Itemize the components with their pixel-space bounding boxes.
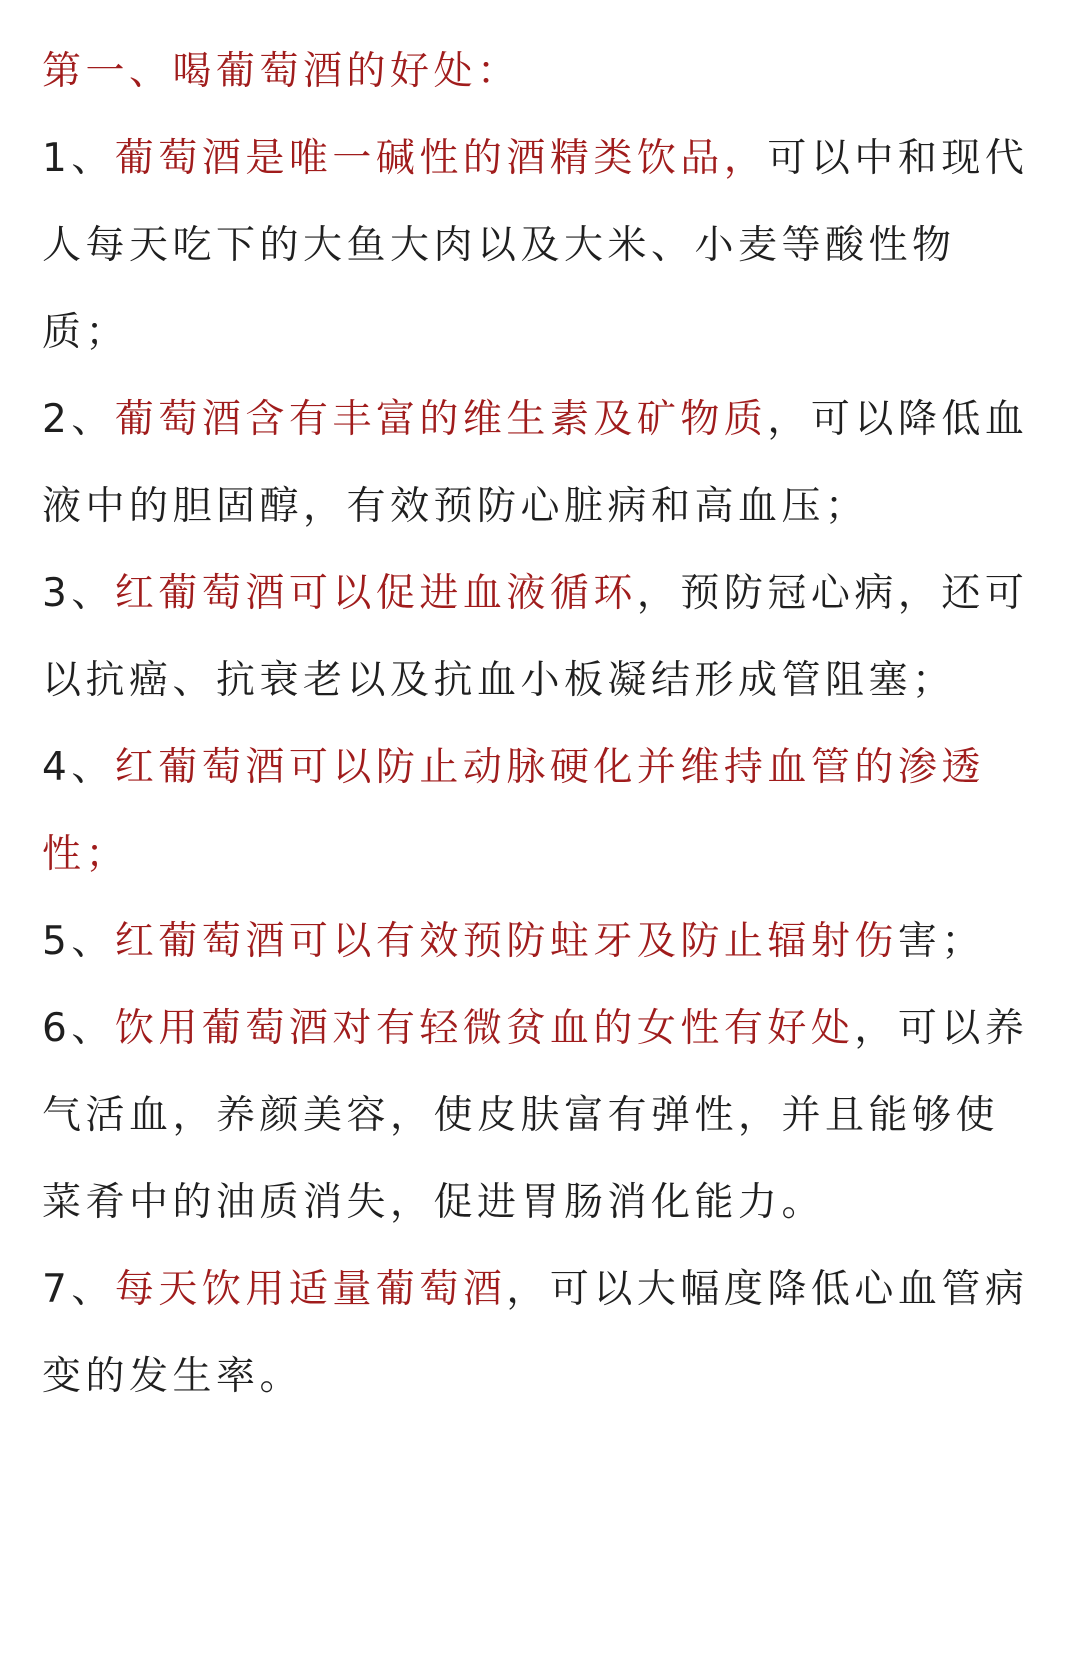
list-item-4: [42, 724, 1032, 898]
list-item-5: [42, 898, 1032, 985]
item-highlight: 每天饮用适量葡萄酒: [114, 1267, 507, 1312]
item-highlight: 葡萄酒是唯一碱性的酒精类饮品，: [114, 136, 768, 181]
item-number: 7、: [42, 1267, 115, 1312]
item-number: 3、: [42, 571, 115, 616]
item-number: 4、: [42, 745, 115, 790]
item-highlight: 红葡萄酒可以有效预防蛀牙及防止辐射伤: [114, 919, 898, 964]
item-text: ，可以大幅度降低心血管病变的发生率。: [42, 1267, 1029, 1399]
list-item-6: [42, 985, 1032, 1246]
list-item-3: [42, 550, 1032, 724]
item-number: 2、: [42, 397, 115, 442]
list-item-1: [42, 115, 1032, 376]
item-text: ，预防冠心病，还可以抗癌、抗衰老以及抗血小板凝结形成管阻塞；: [42, 571, 1029, 703]
item-number: 6、: [42, 1006, 115, 1051]
list-item-2: [42, 376, 1032, 550]
list-item-7: [42, 1246, 1032, 1420]
item-highlight: 红葡萄酒可以防止动脉硬化并维持血管的渗透性；: [42, 745, 985, 877]
item-text: ，可以降低血液中的胆固醇，有效预防心脏病和高血压；: [42, 397, 1029, 529]
item-highlight: 饮用葡萄酒对有轻微贫血的女性有好处: [114, 1006, 855, 1051]
item-highlight: 葡萄酒含有丰富的维生素及矿物质: [114, 397, 768, 442]
article-body: [42, 28, 1032, 1420]
item-text: 害；: [897, 919, 985, 964]
item-number: 5、: [42, 919, 115, 964]
item-text: ，可以养气活血，养颜美容，使皮肤富有弹性，并且能够使菜肴中的油质消失，促进胃肠消化能力。: [42, 1006, 1029, 1225]
item-text: 可以中和现代人每天吃下的大鱼大肉以及大米、小麦等酸性物质；: [42, 136, 1029, 355]
item-number: 1、: [42, 136, 115, 181]
item-highlight: 红葡萄酒可以促进血液循环: [114, 571, 637, 616]
section-title: 第一、喝葡萄酒的好处：: [42, 49, 521, 94]
